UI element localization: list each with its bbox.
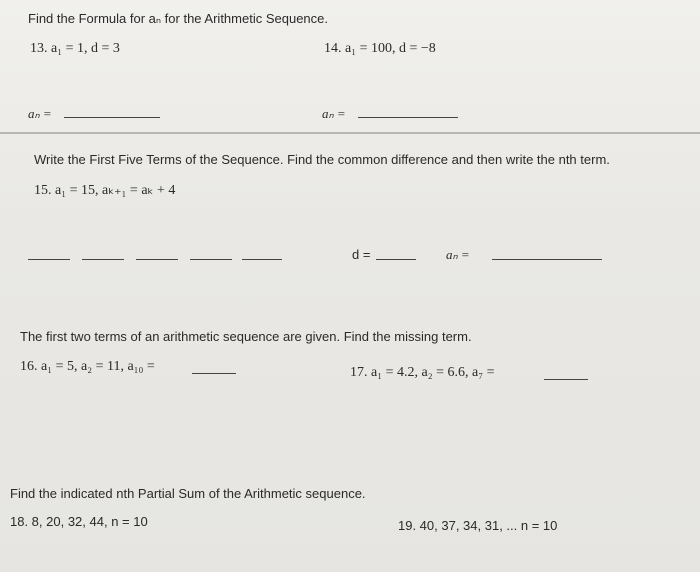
section2-heading: Write the First Five Terms of the Sequence. Find the common difference and then write the nth term. [34, 152, 610, 167]
problem-17: 17. a₁ = 4.2, a₂ = 6.6, a₇ = [350, 365, 495, 380]
term-blank-5[interactable] [242, 259, 282, 260]
section4-heading: Find the indicated nth Partial Sum of the Arithmetic sequence. [10, 486, 366, 501]
answer-blank-15[interactable] [492, 259, 602, 260]
problem-13: 13. a₁ = 1, d = 3 [30, 41, 120, 56]
problem-16: 16. a₁ = 5, a₂ = 11, a₁₀ = [20, 359, 155, 374]
answer-blank-17[interactable] [544, 379, 588, 380]
d-blank[interactable] [376, 259, 416, 260]
term-blank-3[interactable] [136, 259, 178, 260]
problem-14: 14. a₁ = 100, d = −8 [324, 41, 436, 56]
section-divider [0, 132, 700, 134]
an-label-14: aₙ = [322, 106, 346, 121]
term-blank-4[interactable] [190, 259, 232, 260]
an-label-15: aₙ = [446, 247, 470, 262]
problem-18: 18. 8, 20, 32, 44, n = 10 [10, 514, 148, 529]
problem-19: 19. 40, 37, 34, 31, ... n = 10 [398, 518, 558, 533]
problem-15: 15. a₁ = 15, aₖ₊₁ = aₖ + 4 [34, 183, 176, 198]
term-blank-2[interactable] [82, 259, 124, 260]
term-blank-1[interactable] [28, 259, 70, 260]
section3-heading: The first two terms of an arithmetic sequence are given. Find the missing term. [20, 329, 472, 344]
d-label: d = [352, 247, 371, 262]
answer-blank-16[interactable] [192, 373, 236, 374]
section1-heading: Find the Formula for aₙ for the Arithmetic Sequence. [28, 11, 328, 26]
answer-blank-14[interactable] [358, 117, 458, 118]
an-label-13: aₙ = [28, 106, 52, 121]
answer-blank-13[interactable] [64, 117, 160, 118]
